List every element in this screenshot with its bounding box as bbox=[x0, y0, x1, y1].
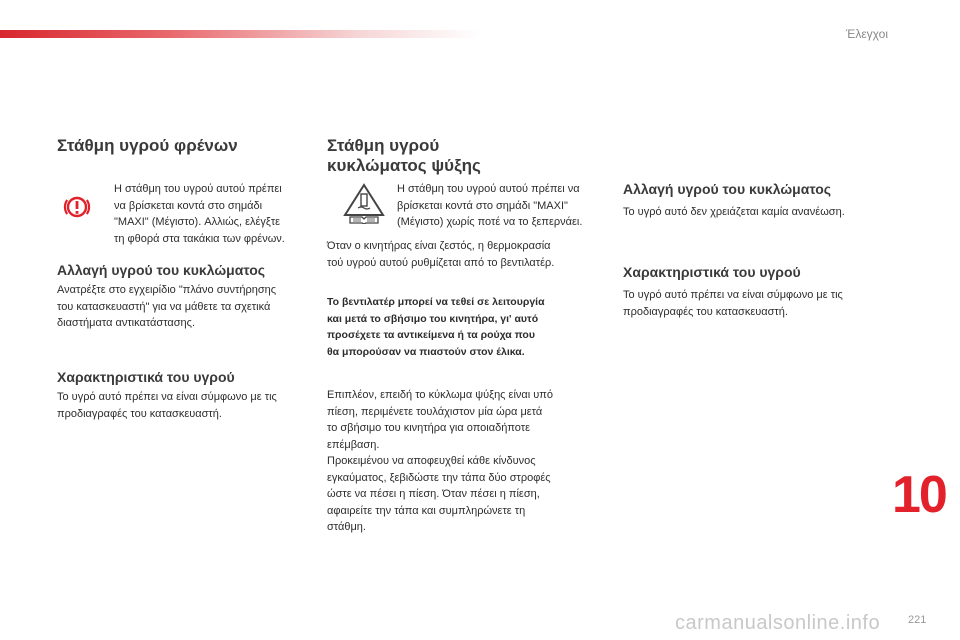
chapter-number: 10 bbox=[892, 466, 946, 524]
coolant-fan-warning: Το βεντιλατέρ μπορεί να τεθεί σε λειτουργία και μετά το σβήσιμο του κινητήρα, γι' αυτό προσέχετε τα αντικείμενα ή τα ρούχα που θα μπορούσαν να πιαστούν στον έλικα. bbox=[327, 296, 545, 358]
watermark: carmanualsonline.info bbox=[675, 612, 881, 634]
coolant-change-text: Το υγρό αυτό δεν χρειάζεται καμία ανανέωση. bbox=[623, 206, 845, 218]
coolant-change-title: Αλλαγή υγρού του κυκλώματος bbox=[623, 181, 832, 197]
brake-change-title: Αλλαγή υγρού του κυκλώματος bbox=[57, 262, 266, 278]
coolant-title-line1: Στάθμη υγρού bbox=[327, 136, 440, 155]
coolant-manual-icon bbox=[342, 182, 386, 224]
coolant-extra-info: Επιπλέον, επειδή το κύκλωμα ψύξης είναι υπό πίεση, περιμένετε τουλάχιστον μία ώρα μετά το σβήσιμο του κινητήρα για οποιαδήποτε επέμβαση. Προκειμένου να αποφευχθεί κάθε κίνδυνος εγκαύματος, ξεβιδώστε την τάπα δύο στροφές ώστε να πέσει η πίεση. Όταν πέσει η πίεση, αφαιρείτε την τάπα και συμπληρώνετε τη στάθμη. bbox=[327, 389, 553, 533]
page-number: 221 bbox=[908, 614, 927, 626]
coolant-spec-title: Χαρακτηριστικά του υγρού bbox=[623, 264, 801, 280]
brake-warning-icon bbox=[62, 192, 92, 222]
coolant-title-line2: κυκλώματος ψύξης bbox=[327, 156, 481, 175]
brake-spec-title: Χαρακτηριστικά του υγρού bbox=[57, 369, 235, 385]
brake-fluid-intro: Η στάθμη του υγρού αυτού πρέπει να βρίσκεται κοντά στο σημάδι "MAXI" (Μέγιστο). Αλλιώς, ελέγξτε τη φθορά στα τακάκια των φρένων. bbox=[114, 183, 285, 245]
brake-fluid-title: Στάθμη υγρού φρένων bbox=[57, 136, 238, 155]
header-accent-bar bbox=[0, 30, 480, 38]
brake-change-text: Ανατρέξτε στο εγχειρίδιο "πλάνο συντήρησης του κατασκευαστή" για να μάθετε τα σχετικά διαστήματα αντικατάστασης. bbox=[57, 284, 277, 329]
coolant-spec-text: Το υγρό αυτό πρέπει να είναι σύμφωνο με τις προδιαγραφές του κατασκευαστή. bbox=[623, 289, 843, 318]
coolant-intro: Η στάθμη του υγρού αυτού πρέπει να βρίσκεται κοντά στο σημάδι "MAXI" (Μέγιστο) χωρίς ποτέ να το ξεπερνάει. bbox=[397, 183, 583, 228]
section-label: Έλεγχοι bbox=[845, 27, 888, 41]
brake-spec-text: Το υγρό αυτό πρέπει να είναι σύμφωνο με τις προδιαγραφές του κατασκευαστή. bbox=[57, 391, 277, 420]
coolant-hot-engine: Όταν ο κινητήρας είναι ζεστός, η θερμοκρασία τού υγρού αυτού ρυθμίζεται από το βεντιλατέρ. bbox=[327, 240, 555, 269]
